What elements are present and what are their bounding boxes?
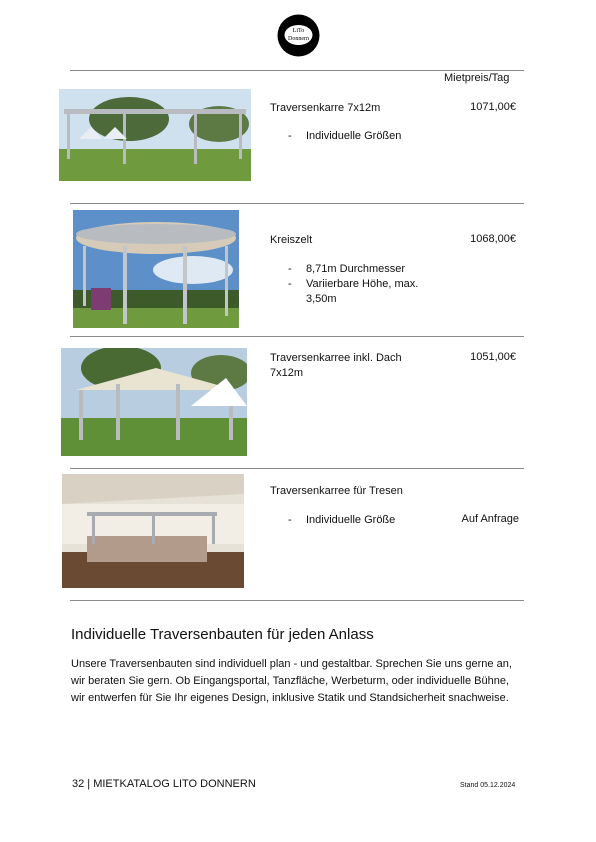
divider: [70, 70, 524, 71]
section-title: Individuelle Traversenbauten für jeden Anlass: [71, 626, 374, 643]
photo-kreiszelt: [73, 210, 239, 328]
price-column-header: Mietpreis/Tag: [444, 72, 510, 84]
logo: [276, 13, 321, 58]
list-item: - Individuelle Größe: [288, 513, 395, 528]
list-item: - 8,71m Durchmesser: [288, 262, 438, 277]
item-price: Auf Anfrage: [461, 513, 519, 525]
item-title: Traversenkarree für Tresen: [270, 485, 403, 497]
divider: [70, 600, 524, 601]
item-bullets: [288, 513, 395, 528]
photo-traversenkarre: [59, 89, 251, 181]
item-price: 1051,00€: [470, 351, 516, 363]
footer-date: Stand 05.12.2024: [460, 782, 516, 789]
photo-traversenkarree-dach: [61, 348, 247, 456]
list-item: - Variierbare Höhe, max. 3,50m: [288, 277, 438, 307]
divider: [70, 203, 524, 204]
logo-text-2: Donnern: [288, 36, 309, 42]
item-title: Traversenkarree inkl. Dach 7x12m: [270, 352, 402, 379]
item-price: 1068,00€: [470, 233, 516, 245]
photo-traversenkarree-tresen: [62, 474, 244, 588]
logo-text-1: LiTo: [292, 28, 305, 34]
item-price: 1071,00€: [470, 101, 516, 113]
divider: [70, 336, 524, 337]
item-bullets: [288, 262, 438, 307]
item-title: Traversenkarre 7x12m: [270, 102, 381, 114]
item-bullets: [288, 129, 401, 144]
divider: [70, 468, 524, 469]
section-text: Unsere Traversenbauten sind individuell plan - und gestaltbar. Sprechen Sie uns gerne an, wir beraten Sie gern. Ob Eingangsportal, Tanzfläche, Werbeturm, oder individuelle Bühne, wir entwerfen für Sie Ihr eigenes Design, inklusive Statik und Standsicherheit snachweise.: [71, 658, 512, 704]
footer-page-label: 32 | MIETKATALOG LITO DONNERN: [72, 778, 256, 790]
list-item: - Individuelle Größen: [288, 129, 401, 144]
item-title: Kreiszelt: [270, 234, 313, 246]
